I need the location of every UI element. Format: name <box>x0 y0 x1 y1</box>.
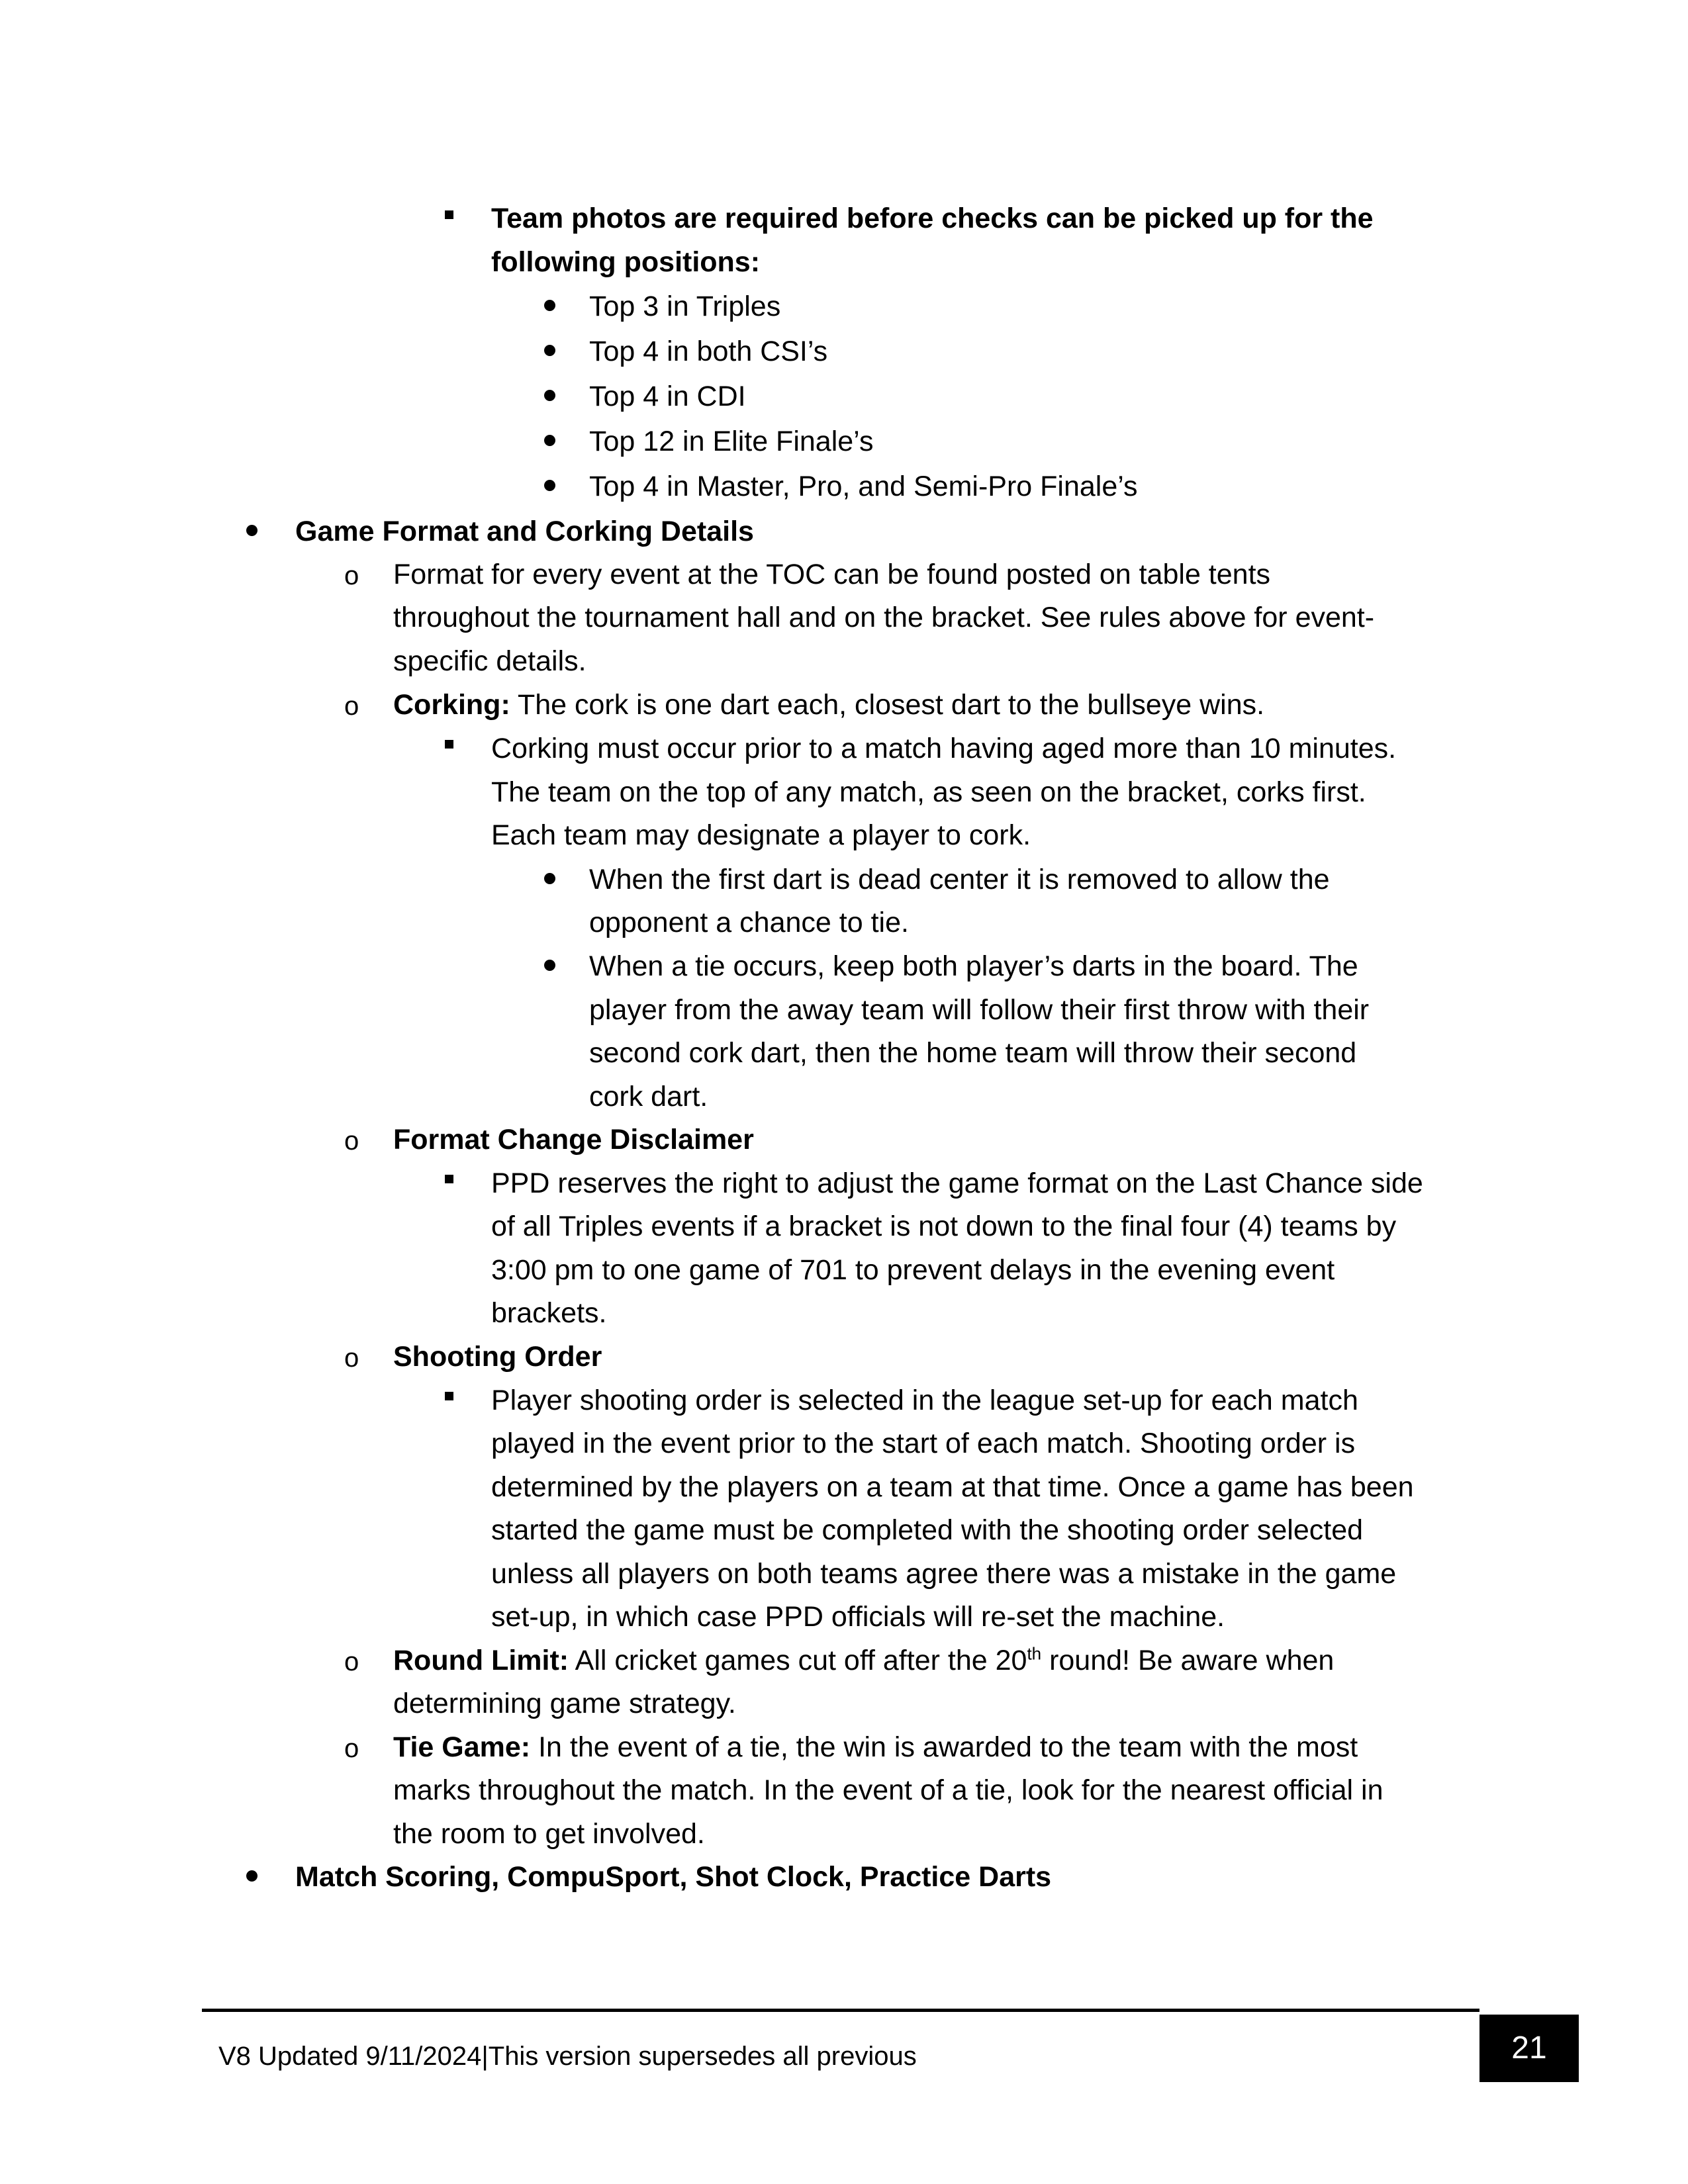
corking-item <box>393 683 1264 727</box>
disc-bullet-icon <box>544 390 555 401</box>
tie-cork-line: When a tie occurs, keep both player’s darts in the board. The <box>589 950 1358 982</box>
shooting-order-line: played in the event prior to the start of each match. Shooting order is <box>491 1428 1356 1459</box>
round-limit-text: All cricket games cut off after the 20 <box>569 1645 1027 1676</box>
disc-bullet-icon <box>544 873 555 884</box>
square-bullet-icon <box>445 1392 453 1400</box>
tie-cork-line: second cork dart, then the home team will throw their second <box>589 1037 1357 1069</box>
tie-game-label: Tie Game: <box>393 1731 531 1763</box>
position-item: Top 12 in Elite Finale’s <box>589 426 874 457</box>
footer-rule <box>202 2009 1479 2012</box>
shooting-order-heading: Shooting Order <box>393 1341 602 1373</box>
circle-bullet-icon: o <box>344 1734 359 1763</box>
circle-bullet-icon: o <box>344 692 359 721</box>
footer-text: V8 Updated 9/11/2024|This version supersedes all previous <box>218 2042 917 2071</box>
team-photos-heading-line1: Team photos are required before checks can be picked up for the <box>491 203 1374 234</box>
tie-game-text: In the event of a tie, the win is awarded to the team with the most <box>530 1731 1358 1763</box>
disc-bullet-icon <box>246 1870 258 1882</box>
tie-cork-line: player from the away team will follow their first throw with their <box>589 994 1370 1026</box>
square-bullet-icon <box>445 210 453 219</box>
circle-bullet-icon: o <box>344 1647 359 1676</box>
shooting-order-line: set-up, in which case PPD officials will re-set the machine. <box>491 1601 1225 1633</box>
disc-bullet-icon <box>544 435 555 446</box>
corking-label: Corking: <box>393 689 510 721</box>
dead-center-line: When the first dart is dead center it is removed to allow the <box>589 864 1330 895</box>
disc-bullet-icon <box>544 480 555 491</box>
format-change-line: brackets. <box>491 1297 607 1329</box>
shooting-order-line: started the game must be completed with the shooting order selected <box>491 1514 1364 1546</box>
disc-bullet-icon <box>544 345 555 356</box>
circle-bullet-icon: o <box>344 1126 359 1156</box>
game-format-heading: Game Format and Corking Details <box>295 516 754 547</box>
round-limit-item <box>393 1639 1334 1682</box>
round-limit-line2: determining game strategy. <box>393 1688 736 1719</box>
corking-rule-line: The team on the top of any match, as seen on the bracket, corks first. <box>491 776 1366 808</box>
format-change-heading: Format Change Disclaimer <box>393 1124 754 1156</box>
circle-bullet-icon: o <box>344 1343 359 1373</box>
tie-cork-line: cork dart. <box>589 1081 708 1113</box>
shooting-order-line: determined by the players on a team at that time. Once a game has been <box>491 1471 1414 1503</box>
tie-game-item <box>393 1725 1358 1769</box>
tie-game-line: the room to get involved. <box>393 1818 705 1850</box>
shooting-order-line: Player shooting order is selected in the league set-up for each match <box>491 1385 1358 1416</box>
team-photos-heading-line2: following positions: <box>491 246 761 278</box>
square-bullet-icon <box>445 740 453 749</box>
position-item: Top 4 in both CSI’s <box>589 336 828 367</box>
disc-bullet-icon <box>544 960 555 971</box>
format-change-line: of all Triples events if a bracket is not down to the final four (4) teams by <box>491 1210 1397 1242</box>
match-scoring-heading: Match Scoring, CompuSport, Shot Clock, Practice Darts <box>295 1861 1052 1893</box>
circle-bullet-icon: o <box>344 561 359 590</box>
format-line: Format for every event at the TOC can be found posted on table tents <box>393 559 1271 590</box>
corking-rule-line: Corking must occur prior to a match having aged more than 10 minutes. <box>491 733 1397 764</box>
shooting-order-line: unless all players on both teams agree there was a mistake in the game <box>491 1558 1397 1590</box>
corking-rule-line: Each team may designate a player to cork. <box>491 819 1031 851</box>
format-line: specific details. <box>393 645 586 677</box>
tie-game-line: marks throughout the match. In the event of a tie, look for the nearest official in <box>393 1774 1383 1806</box>
position-item: Top 4 in CDI <box>589 381 746 412</box>
disc-bullet-icon <box>246 525 258 536</box>
format-change-line: PPD reserves the right to adjust the game format on the Last Chance side <box>491 1167 1423 1199</box>
round-limit-superscript: th <box>1027 1643 1042 1664</box>
page-number: 21 <box>1479 2015 1579 2082</box>
format-line: throughout the tournament hall and on the bracket. See rules above for event- <box>393 602 1375 633</box>
round-limit-label: Round Limit: <box>393 1645 569 1676</box>
square-bullet-icon <box>445 1175 453 1183</box>
position-item: Top 3 in Triples <box>589 291 781 322</box>
corking-text: The cork is one dart each, closest dart to the bullseye wins. <box>510 689 1265 721</box>
position-item: Top 4 in Master, Pro, and Semi-Pro Finale’s <box>589 471 1138 502</box>
format-change-line: 3:00 pm to one game of 701 to prevent delays in the evening event <box>491 1254 1335 1286</box>
round-limit-text-end: round! Be aware when <box>1041 1645 1335 1676</box>
disc-bullet-icon <box>544 300 555 311</box>
dead-center-line: opponent a chance to tie. <box>589 907 909 938</box>
